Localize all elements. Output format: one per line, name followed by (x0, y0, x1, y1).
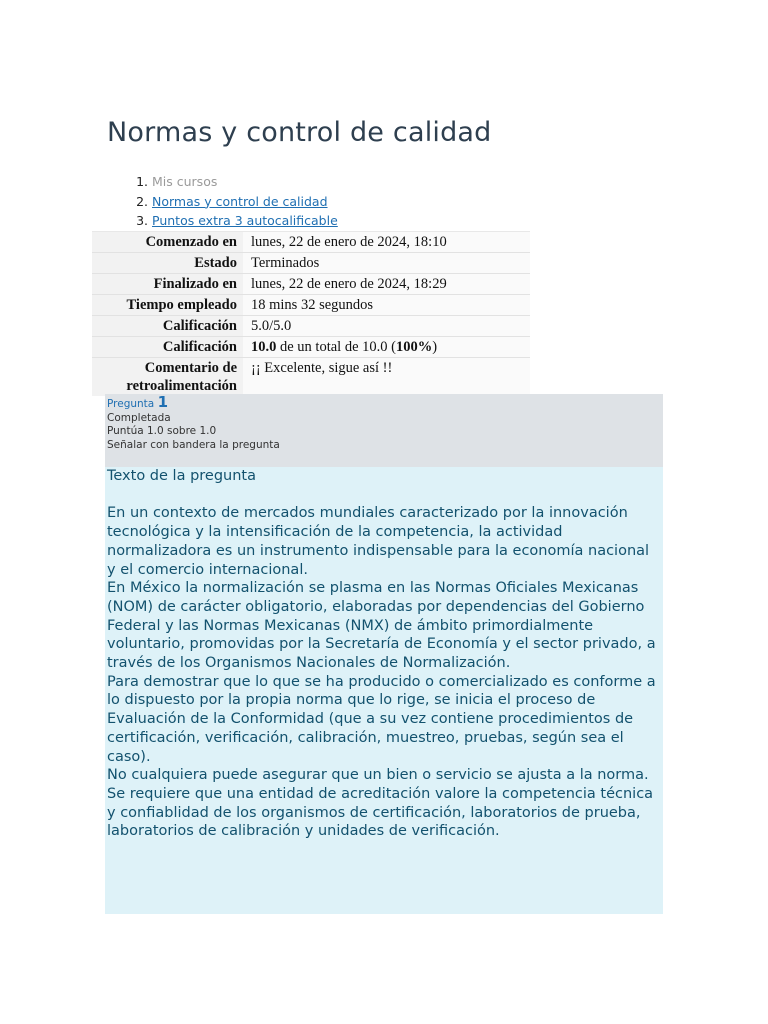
grade-value: 10.0 (251, 339, 277, 355)
summary-value: 18 mins 32 segundos (243, 295, 530, 316)
summary-label: Comentario de retroalimentación (92, 358, 243, 397)
summary-row-finished (92, 274, 530, 295)
breadcrumb-mis-cursos-text: Mis cursos (152, 174, 218, 189)
question-paragraph: En México la normalización se plasma en las Normas Oficiales Mexicanas (NOM) de carácter obligatorio, elaboradas por dependencias del Gobierno Federal y las Normas Mexicanas (NMX) de ámbito primordialmente voluntario, promovidas por la Secretaría de Economía y el sector privado, a través de los Organismos Nacionales de Normalización. (107, 580, 656, 672)
question-text-label: Texto de la pregunta (107, 468, 256, 484)
question-number: 1 (157, 393, 169, 411)
question-number-heading (107, 393, 661, 412)
summary-row-marks (92, 316, 530, 337)
summary-row-state (92, 253, 530, 274)
question-text-panel (105, 467, 663, 914)
grade-close-paren: ) (432, 339, 438, 355)
question-state: Completada (107, 411, 171, 424)
question-prefix: Pregunta (107, 398, 155, 410)
summary-row-time-taken (92, 295, 530, 316)
question-info-panel (105, 394, 663, 467)
summary-value (243, 337, 530, 358)
flag-question-link[interactable]: Señalar con bandera la pregunta (107, 438, 280, 451)
breadcrumb-quiz-link[interactable]: Puntos extra 3 autocalificable (152, 213, 338, 228)
question-paragraph: Para demostrar que lo que se ha producido o comercializado es conforme a lo dispuesto por la propia norma que lo rige, se inicia el proceso de Evaluación de la Conformidad (que a su vez contiene procedimientos de certificación, verificación, calibración, muestreo, pruebas, según sea el caso). (107, 673, 656, 765)
grade-total-text: de un total de 10.0 ( (276, 339, 396, 355)
summary-value: Terminados (243, 253, 530, 274)
summary-row-started (92, 232, 530, 253)
summary-label: Finalizado en (92, 274, 243, 295)
page-title: Normas y control de calidad (107, 117, 492, 148)
summary-value: ¡¡ Excelente, sigue así !! (243, 358, 530, 397)
summary-value: lunes, 22 de enero de 2024, 18:29 (243, 274, 530, 295)
breadcrumb-item-quiz (152, 211, 338, 231)
summary-label: Calificación (92, 337, 243, 358)
grade-percent: 100% (395, 339, 433, 355)
question-grade: Puntúa 1.0 sobre 1.0 (107, 425, 217, 437)
breadcrumb-item-course (152, 192, 338, 212)
attempt-summary-table (92, 231, 530, 396)
summary-label: Comenzado en (92, 232, 243, 253)
summary-label: Calificación (92, 316, 243, 337)
summary-value: 5.0/5.0 (243, 316, 530, 337)
summary-label: Estado (92, 253, 243, 274)
question-paragraph: No cualquiera puede asegurar que un bien o servicio se ajusta a la norma. Se requiere que una entidad de acreditación valore la competencia técnica y confiablidad de los organismos de certificación, laboratorios de prueba, laboratorios de calibración y unidades de verificación. (107, 767, 654, 840)
summary-row-feedback (92, 358, 530, 397)
breadcrumb (133, 172, 338, 231)
question-paragraph: En un contexto de mercados mundiales caracterizado por la innovación tecnológica y la intensificación de la competencia, la actividad normalizadora es un instrumento indispensable para la economía nacional y el comercio internacional. (107, 505, 650, 578)
summary-value: lunes, 22 de enero de 2024, 18:10 (243, 232, 530, 253)
breadcrumb-course-link[interactable]: Normas y control de calidad (152, 193, 328, 209)
summary-row-grade (92, 337, 530, 358)
summary-label: Tiempo empleado (92, 295, 243, 316)
breadcrumb-item-mis-cursos (152, 172, 338, 192)
